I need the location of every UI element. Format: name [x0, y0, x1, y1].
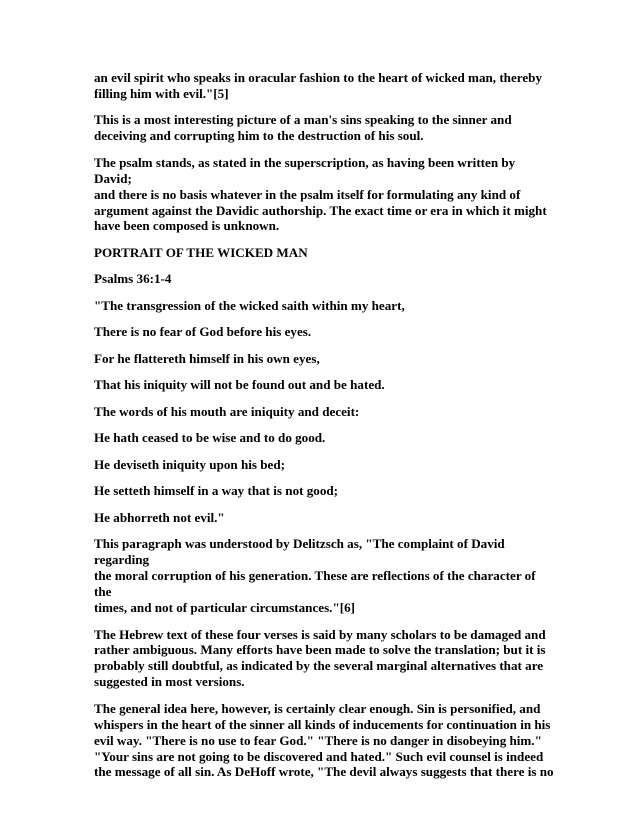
paragraph-sin-picture: This is a most interesting picture of a man's sins speaking to the sinner and deceiving and corrupting him to the destruction of his soul. [94, 112, 512, 144]
verse-line: For he flattereth himself in his own eyes, [94, 350, 320, 366]
verse-line: He abhorreth not evil." [94, 509, 225, 525]
scripture-reference: Psalms 36:1-4 [94, 271, 172, 287]
verse-line: The words of his mouth are iniquity and deceit: [94, 403, 360, 419]
verse-line: He hath ceased to be wise and to do good. [94, 430, 326, 446]
verse-line: That his iniquity will not be found out and be hated. [94, 377, 385, 393]
verse-line: There is no fear of God before his eyes. [94, 324, 312, 340]
verse-line: "The transgression of the wicked saith within my heart, [94, 297, 405, 313]
paragraph-authorship: The psalm stands, as stated in the superscription, as having been written by David; and there is no basis whatever in the psalm itself for formulating any kind of argument against the Davidic authorship. The exact time or era in which it might have been composed is unknown. [94, 154, 547, 234]
verse-line: He deviseth iniquity upon his bed; [94, 456, 286, 472]
document-body [94, 70, 554, 791]
paragraph-general-idea: The general idea here, however, is certainly clear enough. Sin is personified, and whispers in the heart of the sinner all kinds of inducements for continuation in his evil way. "There is no use to fear God." "There is no danger in disobeying him." "Your sins are not going to be discovered and hated." Such evil counsel is indeed the message of all sin. As DeHoff wrote, "The devil always suggests that there is no [94, 700, 554, 780]
paragraph-hebrew-text: The Hebrew text of these four verses is said by many scholars to be damaged and rather ambiguous. Many efforts have been made to solve the translation; but it is probably still doubtful, as indicated by the several marginal alternatives that are suggested in most versions. [94, 626, 546, 690]
paragraph-continuation: an evil spirit who speaks in oracular fashion to the heart of wicked man, thereby filling him with evil."[5] [94, 70, 542, 101]
paragraph-delitzsch: This paragraph was understood by Delitzsch as, "The complaint of David regarding the moral corruption of his generation. These are reflections of the character of the times, and not of particular circumstances."[6] [94, 536, 536, 616]
verse-line: He setteth himself in a way that is not good; [94, 483, 339, 499]
section-heading: PORTRAIT OF THE WICKED MAN [94, 244, 308, 260]
